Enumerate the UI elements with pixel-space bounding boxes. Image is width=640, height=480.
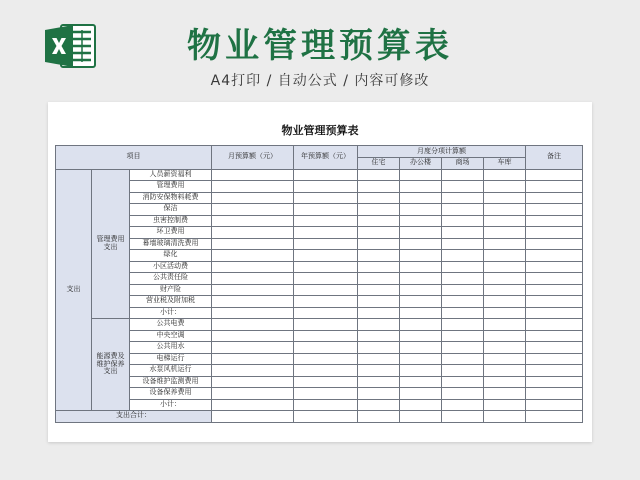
value-cell[interactable] — [526, 307, 583, 319]
value-cell[interactable] — [358, 353, 400, 365]
table-row — [56, 250, 583, 262]
value-cell[interactable] — [212, 388, 294, 400]
value-cell[interactable] — [400, 181, 442, 193]
value-cell[interactable] — [484, 169, 526, 181]
value-cell[interactable] — [294, 250, 358, 262]
value-cell[interactable] — [294, 284, 358, 296]
value-cell[interactable] — [358, 284, 400, 296]
value-cell[interactable] — [526, 388, 583, 400]
value-cell[interactable] — [484, 192, 526, 204]
value-cell[interactable] — [442, 273, 484, 285]
value-cell[interactable] — [442, 399, 484, 411]
header-office: 办公楼 — [400, 158, 442, 170]
header-mall: 商场 — [442, 158, 484, 170]
value-cell[interactable] — [294, 353, 358, 365]
value-cell[interactable] — [358, 169, 400, 181]
value-cell[interactable] — [442, 181, 484, 193]
value-cell[interactable] — [358, 365, 400, 377]
value-cell[interactable] — [358, 376, 400, 388]
value-cell[interactable] — [212, 169, 294, 181]
value-cell[interactable] — [358, 261, 400, 273]
value-cell[interactable] — [484, 204, 526, 216]
value-cell[interactable] — [526, 181, 583, 193]
value-cell[interactable] — [294, 342, 358, 354]
value-cell[interactable] — [294, 227, 358, 239]
line-item-label: 环卫费用 — [130, 227, 212, 239]
table-row — [56, 342, 583, 354]
category-outer: 支出 — [56, 169, 92, 411]
value-cell[interactable] — [484, 411, 526, 423]
value-cell[interactable] — [484, 250, 526, 262]
value-cell[interactable] — [442, 227, 484, 239]
header-breakdown: 月度分项计算额 — [358, 146, 526, 158]
table-row — [56, 273, 583, 285]
table-row — [56, 330, 583, 342]
line-item-label: 公共责任险 — [130, 273, 212, 285]
category-group1: 管理费用支出 — [92, 169, 130, 319]
value-cell[interactable] — [526, 238, 583, 250]
value-cell[interactable] — [358, 181, 400, 193]
value-cell[interactable] — [294, 273, 358, 285]
value-cell[interactable] — [358, 296, 400, 308]
value-cell[interactable] — [442, 204, 484, 216]
value-cell[interactable] — [358, 227, 400, 239]
value-cell[interactable] — [358, 215, 400, 227]
value-cell[interactable] — [294, 296, 358, 308]
value-cell[interactable] — [400, 296, 442, 308]
value-cell[interactable] — [484, 215, 526, 227]
header-note: 备注 — [526, 146, 583, 170]
value-cell[interactable] — [212, 319, 294, 331]
value-cell[interactable] — [526, 227, 583, 239]
line-item-label: 保洁 — [130, 204, 212, 216]
value-cell[interactable] — [484, 284, 526, 296]
value-cell[interactable] — [400, 330, 442, 342]
value-cell[interactable] — [442, 365, 484, 377]
line-item-label: 设备保养费用 — [130, 388, 212, 400]
value-cell[interactable] — [484, 342, 526, 354]
value-cell[interactable] — [358, 342, 400, 354]
value-cell[interactable] — [294, 399, 358, 411]
value-cell[interactable] — [212, 238, 294, 250]
value-cell[interactable] — [484, 399, 526, 411]
value-cell[interactable] — [294, 261, 358, 273]
header-row — [56, 146, 583, 158]
value-cell[interactable] — [212, 342, 294, 354]
value-cell[interactable] — [526, 192, 583, 204]
line-item-label: 公共电费 — [130, 319, 212, 331]
value-cell[interactable] — [442, 353, 484, 365]
value-cell[interactable] — [526, 261, 583, 273]
value-cell[interactable] — [484, 181, 526, 193]
budget-table — [55, 145, 583, 423]
value-cell[interactable] — [358, 319, 400, 331]
value-cell[interactable] — [358, 273, 400, 285]
value-cell[interactable] — [294, 376, 358, 388]
value-cell[interactable] — [212, 284, 294, 296]
value-cell[interactable] — [442, 376, 484, 388]
value-cell[interactable] — [212, 376, 294, 388]
total-row — [56, 411, 583, 423]
value-cell[interactable] — [526, 342, 583, 354]
header-monthly: 月预算额（元） — [212, 146, 294, 170]
value-cell[interactable] — [484, 261, 526, 273]
value-cell[interactable] — [212, 411, 294, 423]
value-cell[interactable] — [484, 353, 526, 365]
line-item-label: 人员薪资福利 — [130, 169, 212, 181]
header-garage: 车库 — [484, 158, 526, 170]
line-item-label: 电梯运行 — [130, 353, 212, 365]
value-cell[interactable] — [212, 181, 294, 193]
value-cell[interactable] — [400, 215, 442, 227]
value-cell[interactable] — [212, 261, 294, 273]
value-cell[interactable] — [212, 204, 294, 216]
header-residential: 住宅 — [358, 158, 400, 170]
table-row — [56, 204, 583, 216]
value-cell[interactable] — [358, 204, 400, 216]
subtotal-label: 小计： — [130, 399, 212, 411]
value-cell[interactable] — [484, 388, 526, 400]
line-item-label: 幕墙玻璃清洗费用 — [130, 238, 212, 250]
value-cell[interactable] — [212, 250, 294, 262]
value-cell[interactable] — [294, 388, 358, 400]
line-item-label: 中央空调 — [130, 330, 212, 342]
table-row — [56, 388, 583, 400]
value-cell[interactable] — [358, 388, 400, 400]
value-cell[interactable] — [442, 342, 484, 354]
value-cell[interactable] — [294, 215, 358, 227]
table-row — [56, 296, 583, 308]
value-cell[interactable] — [400, 284, 442, 296]
value-cell[interactable] — [400, 353, 442, 365]
line-item-label: 管理费用 — [130, 181, 212, 193]
subtotal-label: 小计： — [130, 307, 212, 319]
value-cell[interactable] — [526, 296, 583, 308]
value-cell[interactable] — [358, 307, 400, 319]
value-cell[interactable] — [484, 319, 526, 331]
value-cell[interactable] — [442, 296, 484, 308]
value-cell[interactable] — [400, 204, 442, 216]
value-cell[interactable] — [400, 365, 442, 377]
line-item-label: 水泵风机运行 — [130, 365, 212, 377]
table-row — [56, 399, 583, 411]
value-cell[interactable] — [526, 169, 583, 181]
value-cell[interactable] — [526, 330, 583, 342]
value-cell[interactable] — [442, 284, 484, 296]
table-row — [56, 307, 583, 319]
line-item-label: 营业税及附加税 — [130, 296, 212, 308]
value-cell[interactable] — [212, 365, 294, 377]
value-cell[interactable] — [358, 399, 400, 411]
value-cell[interactable] — [400, 169, 442, 181]
value-cell[interactable] — [526, 353, 583, 365]
value-cell[interactable] — [484, 296, 526, 308]
spreadsheet-preview — [48, 102, 592, 442]
value-cell[interactable] — [484, 365, 526, 377]
value-cell[interactable] — [400, 399, 442, 411]
value-cell[interactable] — [400, 388, 442, 400]
table-row — [56, 284, 583, 296]
value-cell[interactable] — [358, 238, 400, 250]
value-cell[interactable] — [400, 411, 442, 423]
value-cell[interactable] — [484, 227, 526, 239]
value-cell[interactable] — [400, 192, 442, 204]
value-cell[interactable] — [442, 388, 484, 400]
value-cell[interactable] — [358, 330, 400, 342]
value-cell[interactable] — [526, 411, 583, 423]
table-row — [56, 261, 583, 273]
value-cell[interactable] — [484, 330, 526, 342]
value-cell[interactable] — [442, 250, 484, 262]
value-cell[interactable] — [442, 192, 484, 204]
value-cell[interactable] — [294, 204, 358, 216]
header-annual: 年预算额（元） — [294, 146, 358, 170]
value-cell[interactable] — [400, 227, 442, 239]
value-cell[interactable] — [526, 215, 583, 227]
value-cell[interactable] — [294, 365, 358, 377]
value-cell[interactable] — [294, 411, 358, 423]
value-cell[interactable] — [442, 169, 484, 181]
table-row — [56, 192, 583, 204]
value-cell[interactable] — [294, 169, 358, 181]
line-item-label: 消防安保物料耗费 — [130, 192, 212, 204]
value-cell[interactable] — [358, 250, 400, 262]
value-cell[interactable] — [212, 215, 294, 227]
value-cell[interactable] — [212, 330, 294, 342]
page-subtitle: A4打印 / 自动公式 / 内容可修改 — [210, 73, 430, 89]
value-cell[interactable] — [294, 307, 358, 319]
value-cell[interactable] — [358, 192, 400, 204]
value-cell[interactable] — [526, 376, 583, 388]
value-cell[interactable] — [484, 307, 526, 319]
value-cell[interactable] — [442, 238, 484, 250]
value-cell[interactable] — [212, 307, 294, 319]
value-cell[interactable] — [526, 399, 583, 411]
value-cell[interactable] — [294, 181, 358, 193]
line-item-label: 设备维护监测费用 — [130, 376, 212, 388]
line-item-label: 绿化 — [130, 250, 212, 262]
table-row — [56, 181, 583, 193]
value-cell[interactable] — [400, 250, 442, 262]
sheet-title: 物业管理预算表 — [281, 124, 359, 137]
value-cell[interactable] — [400, 342, 442, 354]
value-cell[interactable] — [212, 296, 294, 308]
value-cell[interactable] — [294, 192, 358, 204]
category-group2: 能源费及维护保养支出 — [92, 319, 130, 411]
table-row — [56, 319, 583, 331]
value-cell[interactable] — [442, 215, 484, 227]
value-cell[interactable] — [212, 399, 294, 411]
value-cell[interactable] — [442, 411, 484, 423]
table-row — [56, 376, 583, 388]
value-cell[interactable] — [212, 273, 294, 285]
table-row — [56, 169, 583, 181]
value-cell[interactable] — [442, 261, 484, 273]
value-cell[interactable] — [526, 273, 583, 285]
line-item-label: 虫害控制费 — [130, 215, 212, 227]
value-cell[interactable] — [400, 319, 442, 331]
value-cell[interactable] — [294, 319, 358, 331]
value-cell[interactable] — [526, 365, 583, 377]
value-cell[interactable] — [484, 273, 526, 285]
line-item-label: 小区活动费 — [130, 261, 212, 273]
header-item: 项目 — [56, 146, 212, 170]
value-cell[interactable] — [400, 261, 442, 273]
value-cell[interactable] — [400, 238, 442, 250]
line-item-label: 公共用水 — [130, 342, 212, 354]
value-cell[interactable] — [400, 307, 442, 319]
value-cell[interactable] — [358, 411, 400, 423]
table-row — [56, 353, 583, 365]
value-cell[interactable] — [526, 284, 583, 296]
total-label: 支出合计： — [56, 411, 212, 423]
value-cell[interactable] — [442, 319, 484, 331]
page-title: 物业管理预算表 — [187, 26, 453, 66]
value-cell[interactable] — [400, 273, 442, 285]
value-cell[interactable] — [212, 192, 294, 204]
value-cell[interactable] — [212, 353, 294, 365]
value-cell[interactable] — [526, 250, 583, 262]
value-cell[interactable] — [526, 204, 583, 216]
value-cell[interactable] — [526, 319, 583, 331]
table-row — [56, 227, 583, 239]
table-row — [56, 215, 583, 227]
value-cell[interactable] — [212, 227, 294, 239]
value-cell[interactable] — [484, 238, 526, 250]
table-row — [56, 238, 583, 250]
table-row — [56, 365, 583, 377]
value-cell[interactable] — [400, 376, 442, 388]
line-item-label: 财产险 — [130, 284, 212, 296]
value-cell[interactable] — [442, 330, 484, 342]
value-cell[interactable] — [294, 238, 358, 250]
value-cell[interactable] — [294, 330, 358, 342]
value-cell[interactable] — [484, 376, 526, 388]
value-cell[interactable] — [442, 307, 484, 319]
